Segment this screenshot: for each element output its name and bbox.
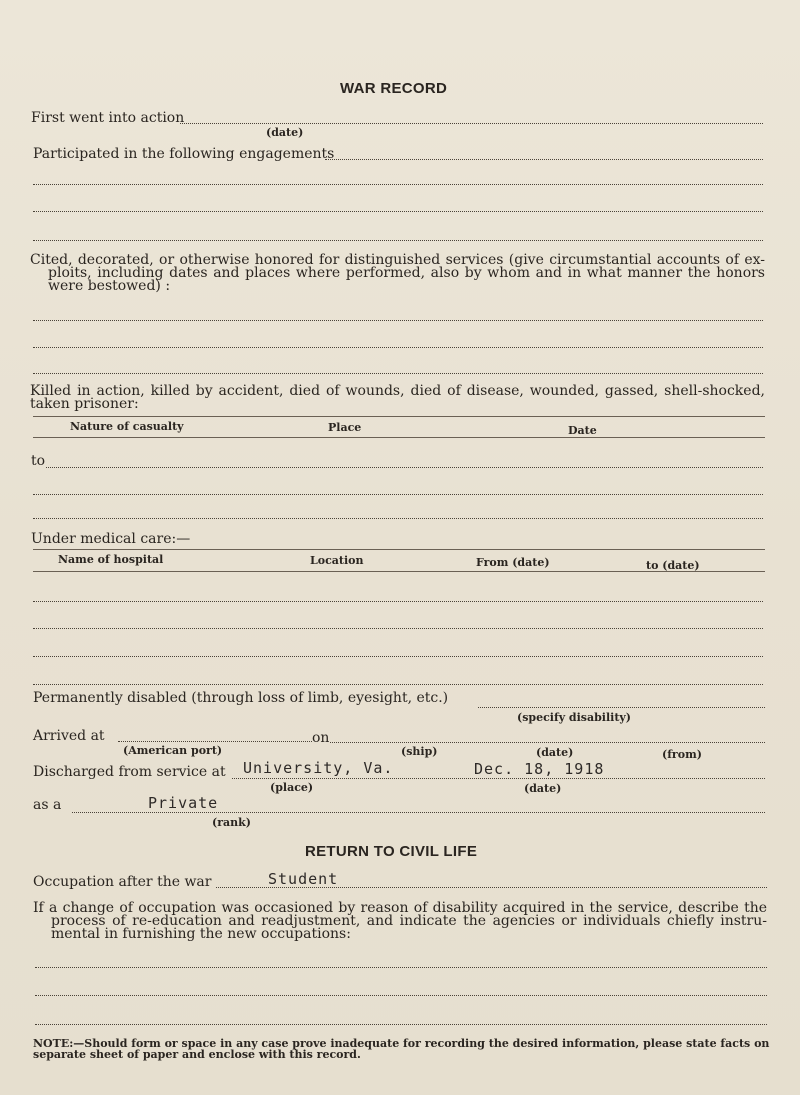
- engagements-line-3[interactable]: [33, 211, 763, 212]
- casualty-line-c[interactable]: [33, 518, 763, 519]
- on-label: on: [312, 730, 330, 746]
- change-line-3: mental in furnishing the new occupations:: [51, 926, 351, 942]
- casualty-table-top-rule: [33, 416, 765, 417]
- medical-table-top-rule: [33, 549, 765, 550]
- note-text: [33, 1038, 769, 1060]
- rank-value: Private: [148, 794, 219, 812]
- casualty-line-2: taken prisoner:: [30, 396, 139, 412]
- first-action-label: First went into action: [31, 110, 185, 126]
- medical-line-a[interactable]: [33, 601, 763, 602]
- medical-line-d[interactable]: [33, 684, 763, 685]
- change-line-a[interactable]: [35, 967, 767, 968]
- discharged-place-value: University, Va.: [243, 759, 394, 777]
- medical-line-c[interactable]: [33, 656, 763, 657]
- disability-field[interactable]: [478, 707, 765, 708]
- engagements-label: Participated in the following engagements: [33, 146, 335, 162]
- cited-line-c[interactable]: [33, 373, 763, 374]
- as-a-label: as a: [33, 797, 62, 813]
- discharged-date-value: Dec. 18, 1918: [474, 760, 605, 778]
- casualty-header-nature: Nature of casualty: [70, 420, 184, 433]
- rank-caption: (rank): [212, 816, 251, 829]
- cited-line-b[interactable]: [33, 347, 763, 348]
- disability-caption: (specify disability): [517, 711, 632, 724]
- cited-line-1: Cited, decorated, or otherwise honored for distinguished services (give circumstantial accounts of ex-: [30, 252, 765, 268]
- engagements-field[interactable]: [325, 159, 763, 160]
- engagements-line-4[interactable]: [33, 240, 763, 241]
- arrived-ship-field[interactable]: [330, 742, 765, 743]
- casualty-paragraph: [30, 385, 765, 411]
- casualty-table-header-rule: [33, 437, 765, 438]
- caption-ship: (ship): [401, 745, 438, 758]
- occupation-label: Occupation after the war: [33, 874, 212, 890]
- disabled-label: Permanently disabled (through loss of limb, eyesight, etc.): [33, 690, 449, 706]
- first-action-date-caption: (date): [266, 126, 304, 139]
- note-line-2: separate sheet of paper and enclose with this record.: [33, 1048, 361, 1061]
- civil-life-title: RETURN TO CIVIL LIFE: [305, 843, 478, 860]
- occupation-field[interactable]: [216, 887, 767, 888]
- change-line-2: process of re-education and readjustment, and indicate the agencies or individuals chiefly instru-: [51, 913, 767, 929]
- note-line-1: NOTE:—Should form or space in any case prove inadequate for recording the desired information, please state facts on: [33, 1037, 770, 1050]
- rank-field[interactable]: [72, 812, 765, 813]
- arrived-label: Arrived at: [33, 728, 105, 744]
- change-line-1: If a change of occupation was occasioned by reason of disability acquired in the service, describe the: [33, 900, 767, 916]
- occupation-value: Student: [268, 870, 339, 888]
- discharged-place-caption: (place): [270, 781, 314, 794]
- first-action-field[interactable]: [180, 123, 763, 124]
- cited-line-a[interactable]: [33, 320, 763, 321]
- change-line-c[interactable]: [35, 1024, 767, 1025]
- caption-from: (from): [662, 748, 702, 761]
- caption-arrival-date: (date): [536, 746, 574, 759]
- casualty-line-a[interactable]: [46, 467, 763, 468]
- medical-table-header-rule: [33, 571, 765, 572]
- cited-line-3: were bestowed) :: [48, 278, 171, 294]
- discharged-label: Discharged from service at: [33, 764, 226, 780]
- war-record-title: WAR RECORD: [340, 80, 448, 97]
- cited-paragraph: [30, 254, 765, 293]
- medical-header-to-date: to (date): [646, 559, 700, 572]
- casualty-header-date: Date: [568, 424, 597, 437]
- casualty-line-1: Killed in action, killed by accident, died of wounds, died of disease, wounded, gassed, shell-shocked,: [30, 383, 765, 399]
- medical-care-label: Under medical care:—: [31, 531, 191, 547]
- discharged-date-caption: (date): [524, 782, 562, 795]
- arrived-port-field[interactable]: [118, 741, 312, 742]
- medical-line-b[interactable]: [33, 628, 763, 629]
- to-label: to: [31, 453, 46, 469]
- casualty-line-b[interactable]: [33, 494, 763, 495]
- medical-header-hospital: Name of hospital: [58, 553, 164, 566]
- engagements-line-2[interactable]: [33, 184, 763, 185]
- medical-header-location: Location: [310, 554, 364, 567]
- change-paragraph: [33, 902, 767, 941]
- caption-american-port: (American port): [123, 744, 223, 757]
- medical-header-from-date: From (date): [476, 556, 550, 569]
- change-line-b[interactable]: [35, 995, 767, 996]
- cited-line-2: ploits, including dates and places where performed, also by whom and in what manner the honors: [48, 265, 765, 281]
- casualty-header-place: Place: [328, 421, 362, 434]
- discharged-field[interactable]: [232, 778, 765, 779]
